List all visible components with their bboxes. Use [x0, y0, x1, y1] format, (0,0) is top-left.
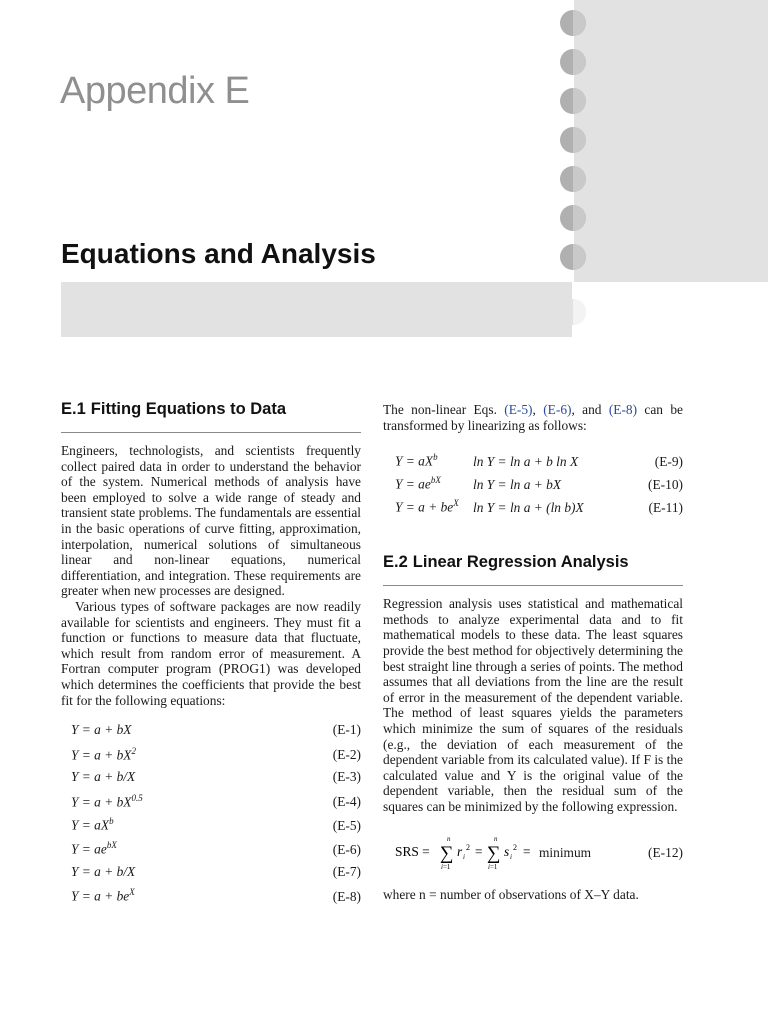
binder-dot: [560, 244, 586, 270]
equation-row: $Y = aX^b$ (E-5): [71, 816, 361, 833]
equation-tag: (E-7): [332, 863, 361, 879]
svg-text:i=1: i=1: [441, 862, 451, 871]
svg-text:=: =: [475, 843, 483, 859]
equation-row: Y = a + bX (E-1): [71, 722, 361, 738]
equation-row: $Y = aX^b$ ln Y = ln a + b ln X (E-9): [395, 452, 683, 469]
svg-text:∑: ∑: [440, 842, 454, 864]
equation-tag: (E-4): [332, 794, 361, 810]
header-side-band: [574, 0, 768, 282]
section-rule: [61, 432, 361, 433]
svg-text:i: i: [463, 852, 465, 861]
title-band: [61, 282, 572, 337]
binder-dot: [560, 127, 586, 153]
equation-tag: (E-6): [332, 841, 361, 857]
section-number: E.2: [383, 553, 408, 572]
svg-text:n: n: [447, 834, 451, 843]
where-text: where n = number of observations of X–Y data.: [383, 886, 639, 902]
binder-dot: [560, 166, 586, 192]
chapter-title: Equations and Analysis: [61, 238, 376, 269]
right-column: [383, 402, 683, 903]
section-title: Linear Regression Analysis: [412, 553, 629, 572]
linearized-equations: [383, 452, 683, 521]
paragraph: Various types of software packages are now readily available for scientists and engineers. They must fit a function or functions to measure data that fluctuate, which result from random error of measurement. A Fortran computer program (PROG1) was developed which determines the coefficients that provide the best fit for the following equations:: [61, 598, 361, 708]
srs-minimum: minimum: [539, 844, 592, 860]
left-column: [61, 400, 361, 911]
equation-row: Y = a + b/X (E-3): [71, 769, 361, 785]
equation-tag: (E-11): [648, 499, 683, 515]
equation-tag: (E-1): [332, 722, 361, 738]
binder-dot: [560, 205, 586, 231]
svg-text:=: =: [523, 843, 531, 859]
appendix-label: Appendix E: [60, 70, 250, 112]
binder-dot: [560, 88, 586, 114]
intro-text: can be transformed by linearizing as follows:: [383, 402, 683, 433]
section-number: E.1: [61, 400, 86, 418]
equation-row: $Y = a + be^X$ (E-8): [71, 887, 361, 904]
binder-dot: [560, 49, 586, 75]
equation-tag: (E-9): [654, 453, 683, 469]
equation-row: $Y = ae^{bX}$ (E-6): [71, 840, 361, 857]
svg-text:2: 2: [513, 842, 517, 852]
equation-link-e5[interactable]: (E-5): [504, 402, 533, 417]
paragraph: Regression analysis uses statistical and mathematical methods to analyze experimental data and to fit mathematical models to these data. The least squares provide the best method for objectively determining the best straight line through a series of points. The method assumes that all deviations from the line are the result of error in the measurement of the dependent variable. The method of least squares yields the parameters which minimize the sum of squares of the residuals (e.g., the deviation of each measurement of the dependent variable from its calculated value). If F is the calculated value and Y is the original value of the dependent variable, then the residual sum of the squares can be minimized by the following expression.: [383, 596, 683, 814]
equation-list: [61, 722, 361, 911]
intro-sep: ,: [532, 402, 536, 417]
srs-equation: [383, 833, 683, 873]
equation-tag: (E-5): [332, 817, 361, 833]
section-title: Fitting Equations to Data: [90, 400, 287, 418]
section-heading-e2: [383, 553, 683, 572]
intro-sep: , and: [571, 402, 602, 417]
equation-tag: (E-12): [648, 844, 683, 860]
svg-text:n: n: [494, 834, 498, 843]
intro-paragraph: [383, 402, 683, 433]
equation-link-e6[interactable]: (E-6): [543, 402, 572, 417]
section-rule: [383, 585, 683, 586]
equation-row: $Y = ae^{bX}$ ln Y = ln a + bX (E-10): [395, 475, 683, 492]
svg-text:r: r: [457, 843, 463, 859]
svg-text:i: i: [510, 852, 512, 861]
paragraph: Engineers, technologists, and scientists frequently collect paired data in order to understand the behavior of the system. Numerical methods of analysis have been employed to solve a wide range of steady and transient state problems. The fundamentals are essential in the basic operations of curve fitting, approximation, interpolation, numerical solutions of simultaneous linear and non-linear equations, numerical differentiation, and integration. These requirements are greater when new processes are designed.: [61, 443, 361, 599]
equation-link-e8[interactable]: (E-8): [608, 402, 638, 417]
svg-text:i=1: i=1: [488, 862, 498, 871]
equation-row: Y = a + b/X (E-7): [71, 863, 361, 879]
equation-tag: (E-3): [332, 769, 361, 785]
binder-dot: [560, 10, 586, 36]
svg-text:s: s: [504, 843, 510, 859]
equation-tag: (E-8): [332, 888, 361, 904]
equation-tag: (E-2): [332, 747, 361, 763]
svg-text:2: 2: [466, 842, 470, 852]
binder-dot: [560, 299, 586, 325]
equation-tag: (E-10): [648, 476, 683, 492]
equation-row: $Y = a + bX^{0.5}$ (E-4): [71, 792, 361, 810]
section-heading-e1: [61, 400, 361, 419]
intro-text: The non-linear Eqs.: [383, 402, 497, 417]
svg-text:SRS =: SRS =: [395, 843, 430, 859]
binder-dots: [560, 0, 590, 340]
equation-row: $Y = a + be^X$ ln Y = ln a + (ln b)X (E-11): [395, 498, 683, 515]
equation-row: $Y = a + bX^2$ (E-2): [71, 745, 361, 763]
svg-text:∑: ∑: [487, 842, 501, 864]
